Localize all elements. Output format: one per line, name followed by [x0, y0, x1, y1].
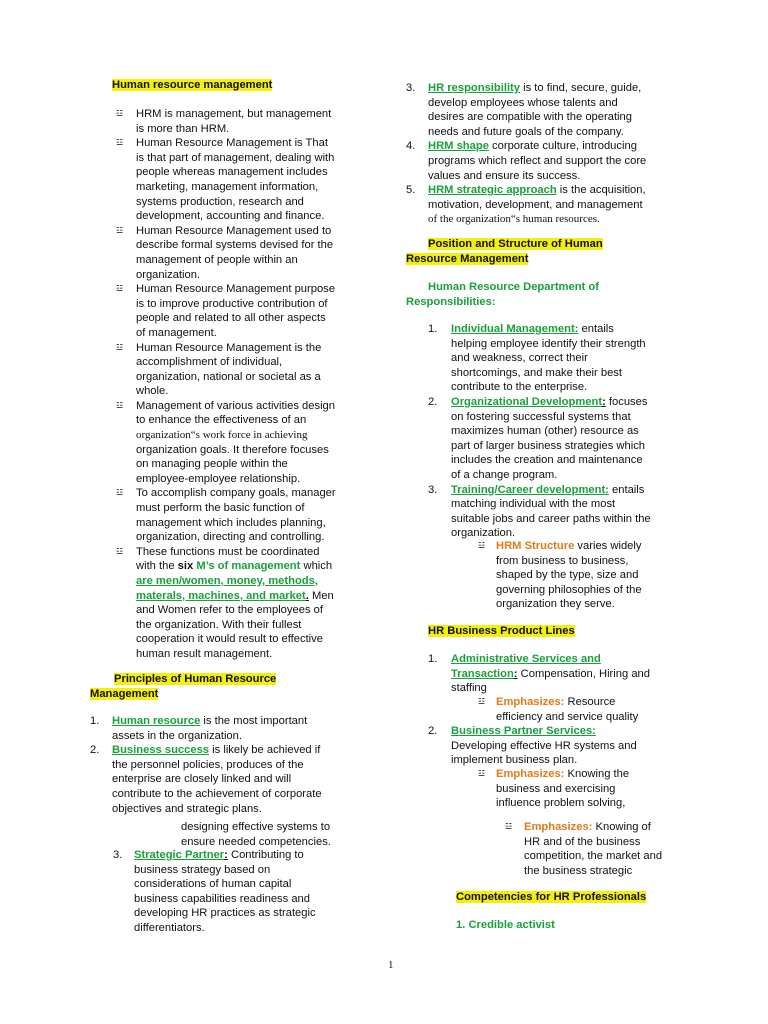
- competency-item: 1. Credible activist: [456, 919, 555, 931]
- list-item: 2. Business success is likely be achieved if the personnel policies, produces of the enterprise are closely linked and will contribute to the achievement of corporate objectives and strategic plans.: [90, 744, 322, 815]
- list-item: ☳ Human Resource Management is That is that part of management, dealing with people whereas management includes marketing, management information, systems production, research and development, accounting and finance.: [116, 137, 335, 223]
- bullet-icon: ☳: [116, 342, 124, 352]
- hrm-structure-item: ☳ HRM Structure varies widely from business to business, shaped by the type, size and governing philosophies of the organization they serve.: [478, 540, 642, 611]
- list-item: ☳ Management of various activities design to enhance the effectiveness of an organization“s work force in achieving organization goals. It therefore focuses on managing people within the employee-employee relationship.: [116, 399, 335, 485]
- list-item: ☳ Human Resource Management used to describe formal systems devised for the management of people within an organization.: [116, 224, 334, 281]
- right-list: [406, 81, 696, 227]
- bullet-icon: ☳: [116, 400, 124, 410]
- continued-text: designing effective systems to ensure needed competencies.: [181, 821, 331, 848]
- bullet-icon: ☳: [116, 138, 124, 148]
- bullet-icon: ☳: [116, 109, 124, 118]
- principles-title: Principles of Human Resource Management: [90, 673, 277, 700]
- list-item: ☳ Human Resource Management is the accomplishment of individual, organization, national or societal as a whole.: [116, 341, 322, 398]
- left-title: [112, 78, 272, 93]
- bullet-list: [116, 107, 376, 662]
- bullet-icon: ☳: [116, 225, 124, 235]
- list-item: 1. Human resource is the most important assets in the organization.: [90, 715, 308, 742]
- emphasizes-item: ☳ Emphasizes: Knowing the business and exercising influence problem solving,: [478, 768, 630, 810]
- bullet-icon: ☳: [478, 769, 486, 778]
- list-item: ☳ To accomplish company goals, manager must perform the basic function of management which includes planning, organization, directing and controlling.: [116, 487, 336, 544]
- bullet-icon: ☳: [116, 488, 124, 498]
- list-item: 4. HRM shape corporate culture, introducing programs which reflect and support the core values and ensure its success.: [406, 140, 647, 182]
- page-number: 1: [388, 959, 394, 971]
- bullet-icon: ☳: [116, 284, 124, 294]
- list-item: 2. Organizational Development: focuses on fostering successful systems that maximizes human (other) resource as part of larger business strategies which includes the creation and maintenance of a change program.: [428, 395, 648, 481]
- emphasizes-item: ☳ Emphasizes: Resource efficiency and service quality: [478, 696, 639, 723]
- position-structure-title: Position and Structure of Human Resource Management: [406, 238, 603, 265]
- department-title: Human Resource Department of Responsibilities:: [406, 281, 599, 308]
- department-list: [428, 322, 688, 541]
- bullet-icon: ☳: [116, 546, 124, 556]
- list-item: 5. HRM strategic approach is the acquisition, motivation, development, and management of the organization“s human resources.: [406, 184, 646, 226]
- hr-business-product-lines-title: HR Business Product Lines: [428, 625, 575, 637]
- list-item: 1. Individual Management: entails helping employee identify their strength and weakness, correct their shortcomings, and make their best contribute to the enterprise.: [428, 323, 646, 394]
- list-item: ☳ These functions must be coordinated with the six M’s of management which are men/women, money, methods, materals, machines, and market. Men and Women refer to the employees of the organization. With their fullest cooperation it would result to effective human result management.: [116, 545, 334, 660]
- list-item: 3. Training/Career development: entails matching individual with the most suitable jobs and career paths within the organization.: [428, 483, 651, 540]
- bullet-icon: ☳: [505, 822, 513, 831]
- list-item: 3. HR responsibility is to find, secure, guide, develop employees whose talents and desires are compatible with the operating needs and future goals of the company.: [406, 82, 642, 138]
- list-item: ☳ Human Resource Management purpose is to improve productive contribution of people and related to all other aspects of management.: [116, 283, 335, 339]
- emphasizes-item: ☳ Emphasizes: Knowing of HR and of the business competition, the market and the business strategic: [505, 821, 663, 877]
- list-item: ☳ HRM is management, but management is more than HRM.: [116, 108, 332, 135]
- list-item: 2. Business Partner Services: Developing effective HR systems and implement business plan.: [428, 725, 637, 767]
- competencies-title: Competencies for HR Professionals: [456, 891, 647, 903]
- bullet-icon: ☳: [478, 541, 486, 550]
- product-lines-list: [428, 652, 698, 696]
- principles-list: [90, 714, 360, 816]
- section-title: Human resource management: [112, 79, 273, 91]
- list-item: 3. Strategic Partner: Contributing to business strategy based on considerations of human capital business capabilities readiness and developing HR practices as strategic differentiators.: [113, 849, 316, 934]
- list-item: 1. Administrative Services and Transaction: Compensation, Hiring and staffing: [428, 653, 650, 695]
- bullet-icon: ☳: [478, 697, 486, 706]
